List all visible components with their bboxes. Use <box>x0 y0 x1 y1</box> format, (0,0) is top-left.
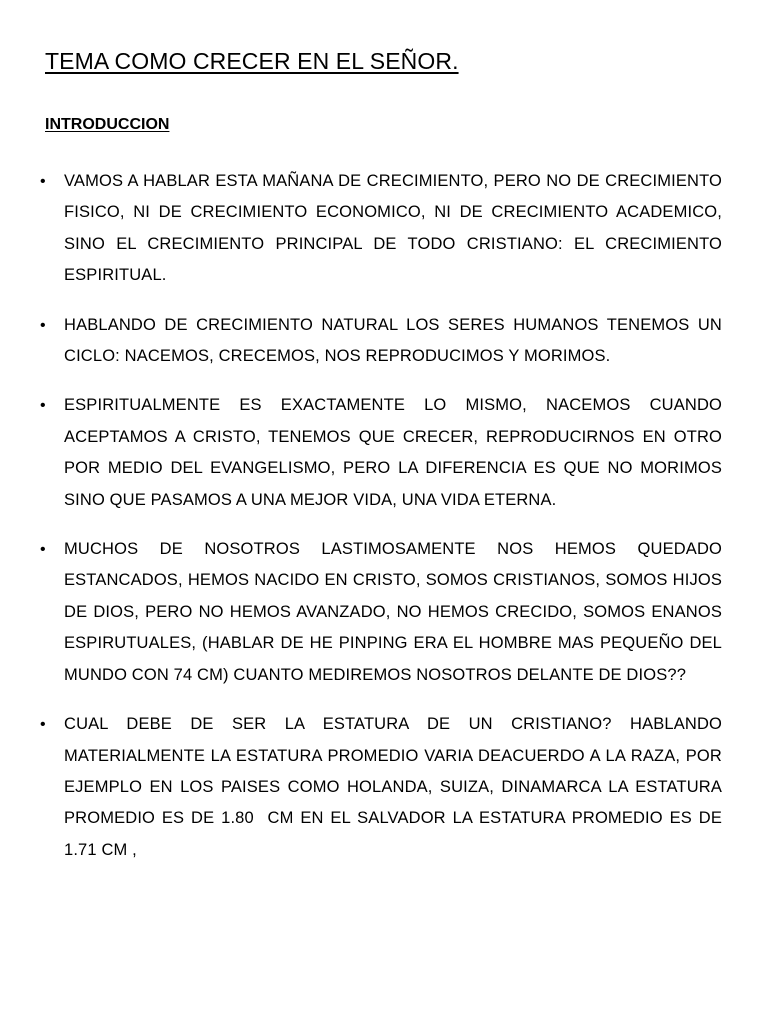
list-item <box>40 534 727 691</box>
list-item <box>40 310 727 373</box>
paragraph-text: HABLANDO DE CRECIMIENTO NATURAL LOS SERES HUMANOS TENEMOS UN CICLO: NACEMOS, CRECEMOS, NOS REPRODUCIMOS Y MORIMOS. <box>64 315 727 366</box>
paragraph-text: VAMOS A HABLAR ESTA MAÑANA DE CRECIMIENTO, PERO NO DE CRECIMIENTO FISICO, NI DE CRECIMIENTO ECONOMICO, NI DE CRECIMIENTO ACADEMICO, SINO EL CRECIMIENTO PRINCIPAL DE TODO CRISTIANO: EL CRECIMIENTO ESPIRITUAL. <box>64 172 727 285</box>
bullet-icon: • <box>40 716 46 734</box>
bullet-icon: • <box>40 173 46 190</box>
list-item <box>40 166 727 292</box>
bullet-icon: • <box>40 397 46 415</box>
document-title: TEMA COMO CRECER EN EL SEÑOR. <box>45 48 459 74</box>
section-heading: INTRODUCCION <box>45 116 170 133</box>
list-item <box>40 390 727 516</box>
bullet-list <box>40 166 727 884</box>
list-item <box>40 709 727 866</box>
paragraph-text: CUAL DEBE DE SER LA ESTATURA DE UN CRISTIANO? HABLANDO MATERIALMENTE LA ESTATURA PROMEDIO VARIA DEACUERDO A LA RAZA, POR EJEMPLO EN LOS PAISES COMO HOLANDA, SUIZA, DINAMARCA LA ESTATURA PROMEDIO ES DE 1.80 CM EN EL SALVADOR LA ESTATURA PROMEDIO ES DE 1.71 CM , <box>64 715 727 859</box>
bullet-icon: • <box>40 541 46 559</box>
bullet-icon: • <box>40 316 46 334</box>
paragraph-text: ESPIRITUALMENTE ES EXACTAMENTE LO MISMO, NACEMOS CUANDO ACEPTAMOS A CRISTO, TENEMOS QUE CRECER, REPRODUCIRNOS EN OTRO POR MEDIO DEL EVANGELISMO, PERO LA DIFERENCIA ES QUE NO MORIMOS SINO QUE PASAMOS A UNA MEJOR VIDA, UNA VIDA ETERNA. <box>64 396 727 509</box>
paragraph-text: MUCHOS DE NOSOTROS LASTIMOSAMENTE NOS HEMOS QUEDADO ESTANCADOS, HEMOS NACIDO EN CRISTO, SOMOS CRISTIANOS, SOMOS HIJOS DE DIOS, PERO NO HEMOS AVANZADO, NO HEMOS CRECIDO, SOMOS ENANOS ESPIRUTUALES, (HABLAR DE HE PINPING ERA EL HOMBRE MAS PEQUEÑO DEL MUNDO CON 74 CM) CUANTO MEDIREMOS NOSOTROS DELANTE DE DIOS?? <box>64 540 727 684</box>
